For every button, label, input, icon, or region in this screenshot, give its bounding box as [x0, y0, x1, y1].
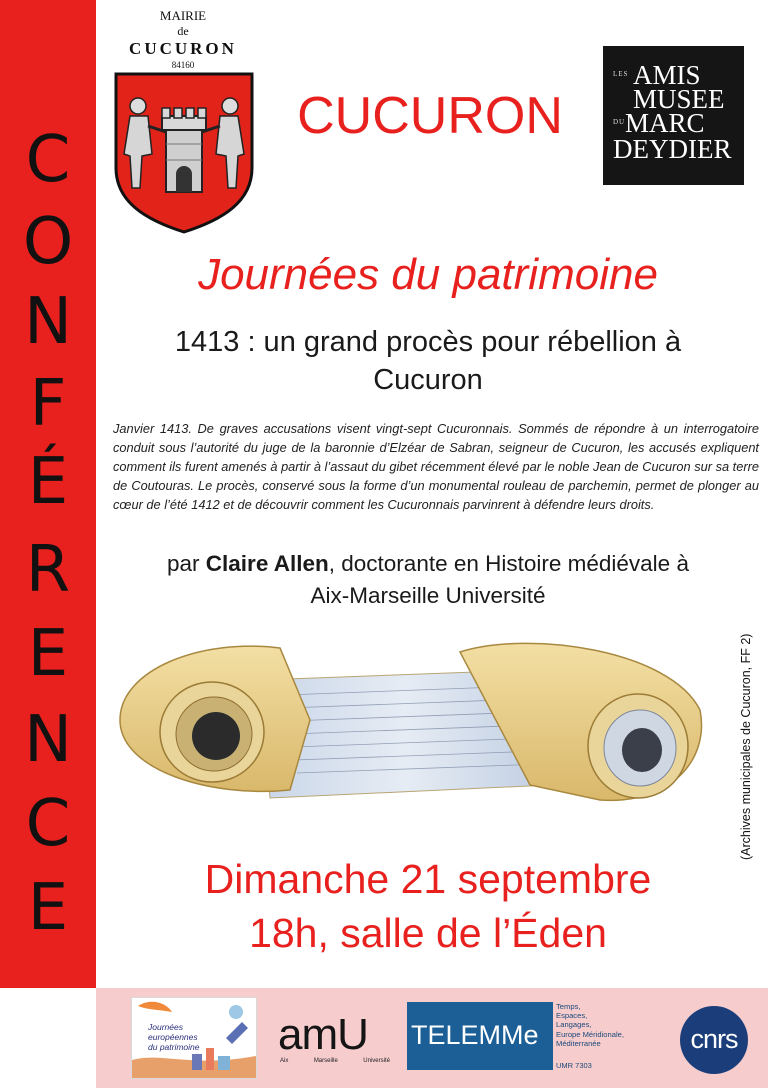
town-title: CUCURON: [297, 87, 563, 145]
amu-logo: [278, 1010, 398, 1070]
sidebar-letter: E: [27, 871, 69, 945]
sidebar-letter: E: [27, 617, 69, 691]
mairie-postcode: 84160: [171, 60, 195, 70]
event-info: [100, 852, 756, 960]
amis-logo-musee: MUSEE: [633, 84, 725, 114]
sidebar-letter: R: [25, 533, 71, 607]
main-title-line2: Cucuron: [373, 364, 483, 396]
jep-line3: du patrimoine: [148, 1042, 200, 1052]
sidebar-letter: C: [25, 787, 71, 861]
sidebar-letter: F: [29, 367, 67, 441]
footer-partners: [96, 988, 768, 1088]
amu-sub-aix: Aix: [280, 1058, 289, 1064]
amis-logo-amis: AMIS: [633, 60, 701, 90]
speaker-university: Aix-Marseille Université: [310, 583, 546, 608]
amis-musee-logo: [603, 46, 744, 185]
speaker: [100, 548, 756, 612]
cnrs-word: cnrs: [690, 1024, 738, 1054]
telemme-item: Méditerranée: [556, 1038, 601, 1048]
amu-subtitle: [280, 1058, 390, 1064]
telemme-item: Langages,: [556, 1020, 592, 1030]
event-place: 18h, salle de l’Éden: [249, 910, 607, 956]
telemme-word: TELEMMe: [411, 1020, 539, 1050]
speaker-prefix: par: [167, 551, 206, 576]
sidebar-letter: C: [25, 123, 71, 197]
mairie-header: [108, 8, 258, 71]
cnrs-logo: [680, 1006, 748, 1074]
telemme-item: Espaces,: [556, 1011, 588, 1021]
parchment-scroll-image: [110, 620, 710, 820]
telemme-umr: UMR 7303: [556, 1061, 592, 1070]
sidebar-letter: N: [24, 703, 72, 777]
mairie-de: de: [177, 24, 189, 38]
speaker-name: Claire Allen: [205, 551, 329, 576]
description: Janvier 1413. De graves accusations visent vingt-sept Cucuronnais. Sommés de répondre à un interrogatoire conduit sous l’autorité du juge de la baronnie d’Elzéar de Sabran, seigneur de Cucuron, les accusés expliquent comment ils furent amenés à partir à l’assaut du gibet récemment élevé par le noble Jean de Cucuron sur sa terre de Coutouras. Le procès, conservé sous la forme d’un monumental rouleau de parchemin, permet de plonger au cœur de l’été 1412 et de découvrir comment les Cucuronnais parvinrent à défendre leurs droits.: [113, 421, 759, 512]
amis-logo-les: LES: [613, 70, 629, 78]
mairie-town: CUCURON: [129, 39, 237, 58]
jep-logo: [131, 997, 257, 1079]
main-title: [100, 323, 756, 399]
archive-credit: [716, 596, 768, 866]
jep-line2: européennes: [148, 1032, 198, 1042]
amis-logo-marc: MARC: [625, 108, 705, 138]
event-date: Dimanche 21 septembre: [204, 856, 652, 902]
amu-word: amU: [278, 1010, 368, 1059]
speaker-role: , doctorante en Histoire médiévale à: [328, 551, 689, 576]
subtitle: Journées du patrimoine: [198, 250, 658, 299]
sidebar-letter: O: [22, 205, 74, 279]
jep-text: [148, 1022, 238, 1052]
telemme-item: Temps,: [556, 1002, 581, 1011]
telemme-logo: [407, 1002, 553, 1070]
amis-logo-du: DU: [613, 118, 626, 126]
sidebar-letter: N: [24, 285, 72, 359]
amu-sub-universite: Université: [363, 1058, 390, 1064]
sidebar-conference: [0, 0, 96, 988]
sidebar-letter: É: [27, 445, 69, 519]
archive-credit-text: (Archives municipales de Cucuron, FF 2): [739, 633, 753, 860]
amu-sub-marseille: Marseille: [313, 1058, 338, 1064]
telemme-description: [556, 1002, 666, 1048]
mairie-label: MAIRIE: [159, 8, 207, 23]
amis-logo-deydier: DEYDIER: [613, 134, 732, 164]
coat-of-arms-icon: [112, 70, 256, 236]
jep-line1: Journées: [148, 1022, 183, 1032]
main-title-line1: 1413 : un grand procès pour rébellion à: [174, 326, 682, 358]
telemme-item: Europe Méridionale,: [556, 1029, 624, 1039]
